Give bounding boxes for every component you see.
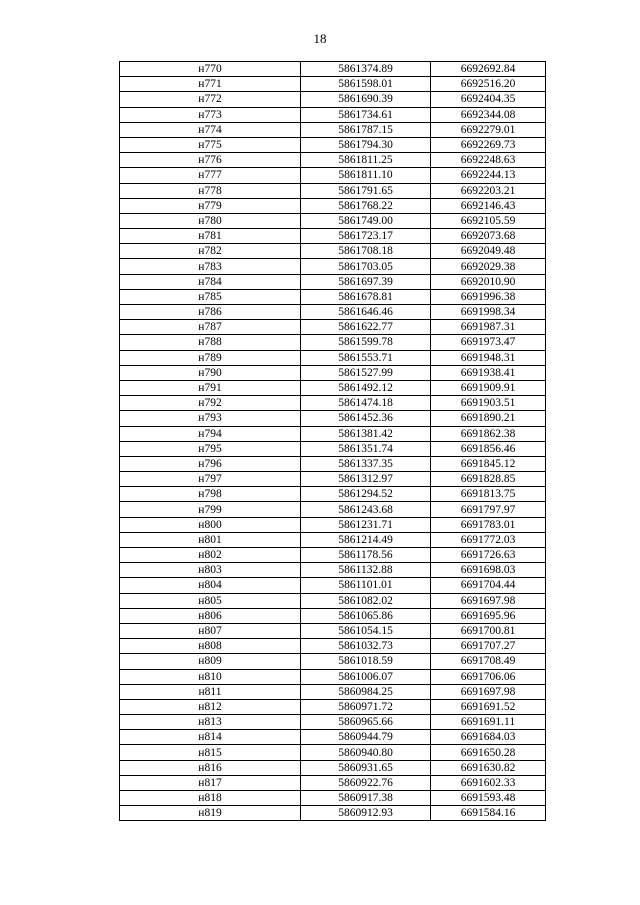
x-coordinate-cell: 5861294.52	[301, 487, 431, 502]
y-coordinate-cell: 6691706.06	[431, 669, 546, 684]
y-coordinate-cell: 6692244.13	[431, 168, 546, 183]
table-row	[120, 502, 546, 517]
table-row	[120, 593, 546, 608]
x-coordinate-cell: 5861598.01	[301, 77, 431, 92]
x-coordinate-cell: 5861811.25	[301, 153, 431, 168]
table-row	[120, 229, 546, 244]
y-coordinate-cell: 6692404.35	[431, 92, 546, 107]
table-row	[120, 426, 546, 441]
x-coordinate-cell: 5861599.78	[301, 335, 431, 350]
x-coordinate-cell: 5861697.39	[301, 274, 431, 289]
point-id-cell: н780	[120, 213, 301, 228]
x-coordinate-cell: 5861032.73	[301, 639, 431, 654]
table-row	[120, 274, 546, 289]
x-coordinate-cell: 5861791.65	[301, 183, 431, 198]
y-coordinate-cell: 6691697.98	[431, 593, 546, 608]
point-id-cell: н782	[120, 244, 301, 259]
y-coordinate-cell: 6691691.11	[431, 715, 546, 730]
y-coordinate-cell: 6692279.01	[431, 122, 546, 137]
table-row	[120, 244, 546, 259]
table-row	[120, 441, 546, 456]
point-id-cell: н777	[120, 168, 301, 183]
y-coordinate-cell: 6691862.38	[431, 426, 546, 441]
point-id-cell: н812	[120, 699, 301, 714]
point-id-cell: н803	[120, 563, 301, 578]
y-coordinate-cell: 6692073.68	[431, 229, 546, 244]
table-row	[120, 396, 546, 411]
point-id-cell: н817	[120, 775, 301, 790]
point-id-cell: н800	[120, 517, 301, 532]
y-coordinate-cell: 6691684.03	[431, 730, 546, 745]
point-id-cell: н819	[120, 806, 301, 821]
x-coordinate-cell: 5861374.89	[301, 62, 431, 77]
table-row	[120, 77, 546, 92]
point-id-cell: н775	[120, 137, 301, 152]
x-coordinate-cell: 5861082.02	[301, 593, 431, 608]
table-row	[120, 563, 546, 578]
y-coordinate-cell: 6692692.84	[431, 62, 546, 77]
page-number: 18	[313, 31, 327, 46]
y-coordinate-cell: 6692203.21	[431, 183, 546, 198]
x-coordinate-cell: 5861768.22	[301, 198, 431, 213]
y-coordinate-cell: 6691938.41	[431, 365, 546, 380]
y-coordinate-cell: 6691593.48	[431, 791, 546, 806]
table-row	[120, 305, 546, 320]
x-coordinate-cell: 5861787.15	[301, 122, 431, 137]
x-coordinate-cell: 5861474.18	[301, 396, 431, 411]
point-id-cell: н798	[120, 487, 301, 502]
table-row	[120, 198, 546, 213]
y-coordinate-cell: 6691783.01	[431, 517, 546, 532]
x-coordinate-cell: 5861214.49	[301, 532, 431, 547]
x-coordinate-cell: 5861492.12	[301, 380, 431, 395]
table-row	[120, 760, 546, 775]
table-row	[120, 289, 546, 304]
table-row	[120, 517, 546, 532]
point-id-cell: н787	[120, 320, 301, 335]
y-coordinate-cell: 6692269.73	[431, 137, 546, 152]
table-row	[120, 775, 546, 790]
table-row	[120, 684, 546, 699]
x-coordinate-cell: 5861794.30	[301, 137, 431, 152]
table-row	[120, 806, 546, 821]
x-coordinate-cell: 5861312.97	[301, 472, 431, 487]
x-coordinate-cell: 5861622.77	[301, 320, 431, 335]
y-coordinate-cell: 6691691.52	[431, 699, 546, 714]
point-id-cell: н786	[120, 305, 301, 320]
point-id-cell: н778	[120, 183, 301, 198]
point-id-cell: н788	[120, 335, 301, 350]
table-row	[120, 411, 546, 426]
y-coordinate-cell: 6691987.31	[431, 320, 546, 335]
y-coordinate-cell: 6691697.98	[431, 684, 546, 699]
table-row	[120, 791, 546, 806]
table-row	[120, 745, 546, 760]
point-id-cell: н809	[120, 654, 301, 669]
table-row	[120, 669, 546, 684]
table-row	[120, 548, 546, 563]
x-coordinate-cell: 5861132.88	[301, 563, 431, 578]
y-coordinate-cell: 6691584.16	[431, 806, 546, 821]
table-row	[120, 639, 546, 654]
table-row	[120, 532, 546, 547]
x-coordinate-cell: 5861101.01	[301, 578, 431, 593]
point-id-cell: н783	[120, 259, 301, 274]
x-coordinate-cell: 5860940.80	[301, 745, 431, 760]
point-id-cell: н774	[120, 122, 301, 137]
y-coordinate-cell: 6691948.31	[431, 350, 546, 365]
y-coordinate-cell: 6692516.20	[431, 77, 546, 92]
y-coordinate-cell: 6692146.43	[431, 198, 546, 213]
y-coordinate-cell: 6692049.48	[431, 244, 546, 259]
table-row	[120, 137, 546, 152]
x-coordinate-cell: 5861178.56	[301, 548, 431, 563]
point-id-cell: н804	[120, 578, 301, 593]
table-row	[120, 168, 546, 183]
point-id-cell: н792	[120, 396, 301, 411]
y-coordinate-cell: 6691695.96	[431, 608, 546, 623]
x-coordinate-cell: 5861723.17	[301, 229, 431, 244]
point-id-cell: н810	[120, 669, 301, 684]
point-id-cell: н776	[120, 153, 301, 168]
x-coordinate-cell: 5861527.99	[301, 365, 431, 380]
table-row	[120, 730, 546, 745]
table-row	[120, 62, 546, 77]
table-row	[120, 335, 546, 350]
x-coordinate-cell: 5861646.46	[301, 305, 431, 320]
table-row	[120, 456, 546, 471]
x-coordinate-cell: 5860912.93	[301, 806, 431, 821]
point-id-cell: н816	[120, 760, 301, 775]
y-coordinate-cell: 6691602.33	[431, 775, 546, 790]
table-row	[120, 608, 546, 623]
point-id-cell: н796	[120, 456, 301, 471]
table-row	[120, 699, 546, 714]
x-coordinate-cell: 5861811.10	[301, 168, 431, 183]
point-id-cell: н799	[120, 502, 301, 517]
table-row	[120, 365, 546, 380]
x-coordinate-cell: 5861018.59	[301, 654, 431, 669]
table-row	[120, 259, 546, 274]
x-coordinate-cell: 5860931.65	[301, 760, 431, 775]
point-id-cell: н785	[120, 289, 301, 304]
table-row	[120, 92, 546, 107]
y-coordinate-cell: 6691973.47	[431, 335, 546, 350]
y-coordinate-cell: 6691772.03	[431, 532, 546, 547]
x-coordinate-cell: 5861351.74	[301, 441, 431, 456]
y-coordinate-cell: 6691996.38	[431, 289, 546, 304]
x-coordinate-cell: 5861337.35	[301, 456, 431, 471]
table-row	[120, 654, 546, 669]
point-id-cell: н807	[120, 623, 301, 638]
x-coordinate-cell: 5861381.42	[301, 426, 431, 441]
y-coordinate-cell: 6691704.44	[431, 578, 546, 593]
y-coordinate-cell: 6691630.82	[431, 760, 546, 775]
point-id-cell: н791	[120, 380, 301, 395]
x-coordinate-cell: 5861734.61	[301, 107, 431, 122]
point-id-cell: н818	[120, 791, 301, 806]
table-row	[120, 380, 546, 395]
table-row	[120, 320, 546, 335]
table-row	[120, 153, 546, 168]
x-coordinate-cell: 5860965.66	[301, 715, 431, 730]
y-coordinate-cell: 6691698.03	[431, 563, 546, 578]
point-id-cell: н797	[120, 472, 301, 487]
y-coordinate-cell: 6692248.63	[431, 153, 546, 168]
x-coordinate-cell: 5861703.05	[301, 259, 431, 274]
y-coordinate-cell: 6691828.85	[431, 472, 546, 487]
y-coordinate-cell: 6692010.90	[431, 274, 546, 289]
table-row	[120, 183, 546, 198]
point-id-cell: н779	[120, 198, 301, 213]
point-id-cell: н801	[120, 532, 301, 547]
x-coordinate-cell: 5861690.39	[301, 92, 431, 107]
point-id-cell: н795	[120, 441, 301, 456]
x-coordinate-cell: 5861231.71	[301, 517, 431, 532]
point-id-cell: н770	[120, 62, 301, 77]
y-coordinate-cell: 6692344.08	[431, 107, 546, 122]
x-coordinate-cell: 5861065.86	[301, 608, 431, 623]
x-coordinate-cell: 5861708.18	[301, 244, 431, 259]
point-id-cell: н811	[120, 684, 301, 699]
table-row	[120, 578, 546, 593]
y-coordinate-cell: 6691909.91	[431, 380, 546, 395]
point-id-cell: н771	[120, 77, 301, 92]
point-id-cell: н806	[120, 608, 301, 623]
point-id-cell: н813	[120, 715, 301, 730]
y-coordinate-cell: 6691903.51	[431, 396, 546, 411]
point-id-cell: н781	[120, 229, 301, 244]
x-coordinate-cell: 5861054.15	[301, 623, 431, 638]
y-coordinate-cell: 6691890.21	[431, 411, 546, 426]
y-coordinate-cell: 6692105.59	[431, 213, 546, 228]
point-id-cell: н784	[120, 274, 301, 289]
point-id-cell: н805	[120, 593, 301, 608]
point-id-cell: н802	[120, 548, 301, 563]
table-row	[120, 623, 546, 638]
y-coordinate-cell: 6691700.81	[431, 623, 546, 638]
table-row	[120, 487, 546, 502]
y-coordinate-cell: 6691856.46	[431, 441, 546, 456]
point-id-cell: н794	[120, 426, 301, 441]
x-coordinate-cell: 5861678.81	[301, 289, 431, 304]
x-coordinate-cell: 5861243.68	[301, 502, 431, 517]
table-row	[120, 715, 546, 730]
point-id-cell: н793	[120, 411, 301, 426]
table-row	[120, 472, 546, 487]
x-coordinate-cell: 5860944.79	[301, 730, 431, 745]
x-coordinate-cell: 5860984.25	[301, 684, 431, 699]
x-coordinate-cell: 5860917.38	[301, 791, 431, 806]
x-coordinate-cell: 5861553.71	[301, 350, 431, 365]
point-id-cell: н772	[120, 92, 301, 107]
y-coordinate-cell: 6691650.28	[431, 745, 546, 760]
x-coordinate-cell: 5860922.76	[301, 775, 431, 790]
point-id-cell: н789	[120, 350, 301, 365]
point-id-cell: н815	[120, 745, 301, 760]
point-id-cell: н790	[120, 365, 301, 380]
y-coordinate-cell: 6691726.63	[431, 548, 546, 563]
point-id-cell: н808	[120, 639, 301, 654]
x-coordinate-cell: 5861749.00	[301, 213, 431, 228]
y-coordinate-cell: 6691998.34	[431, 305, 546, 320]
point-id-cell: н773	[120, 107, 301, 122]
y-coordinate-cell: 6691845.12	[431, 456, 546, 471]
table-row	[120, 350, 546, 365]
x-coordinate-cell: 5861006.07	[301, 669, 431, 684]
table-row	[120, 122, 546, 137]
y-coordinate-cell: 6692029.38	[431, 259, 546, 274]
x-coordinate-cell: 5860971.72	[301, 699, 431, 714]
y-coordinate-cell: 6691813.75	[431, 487, 546, 502]
point-id-cell: н814	[120, 730, 301, 745]
coordinates-table	[119, 61, 546, 821]
table-row	[120, 213, 546, 228]
x-coordinate-cell: 5861452.36	[301, 411, 431, 426]
y-coordinate-cell: 6691797.97	[431, 502, 546, 517]
y-coordinate-cell: 6691707.27	[431, 639, 546, 654]
coordinates-table-body	[120, 62, 546, 821]
y-coordinate-cell: 6691708.49	[431, 654, 546, 669]
table-row	[120, 107, 546, 122]
